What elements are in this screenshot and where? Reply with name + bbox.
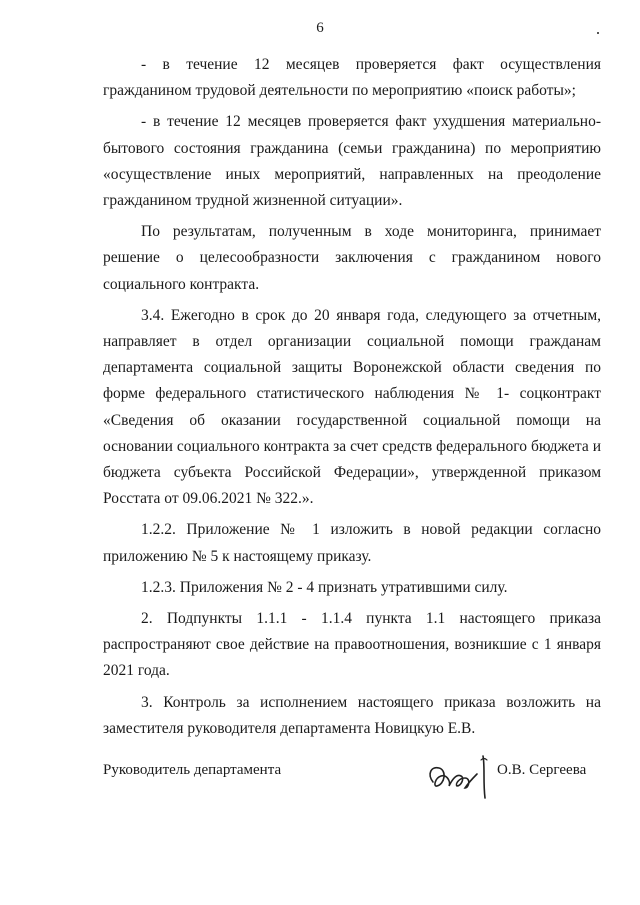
paragraph-1-2-3: 1.2.3. Приложения № 2 - 4 признать утратившими силу. [141,578,508,596]
document-body [103,52,601,742]
paragraph-3-control: 3. Контроль за исполнением настоящего приказа возложить на заместителя руководителя департамента Новицкую Е.В. [103,693,601,737]
paragraph-monitoring-living-conditions: - в течение 12 месяцев проверяется факт ухудшения материально-бытового состояния гражданина (семьи гражданина) по мероприятию «осуществление иных мероприятий, направленных на преодоление гражданином трудной жизненной ситуации». [103,113,601,210]
paragraph-monitoring-job: - в течение 12 месяцев проверяется факт осуществления гражданином трудовой деятельности по мероприятию «поиск работы»; [103,56,601,100]
signatory-title: Руководитель департамента [103,762,282,778]
page-number: 6 [316,20,324,36]
paragraph-monitoring-decision: По результатам, полученным в ходе мониторинга, принимает решение о целесообразности заключения с гражданином нового социального контракта. [103,223,601,293]
paragraph-2-effective-date: 2. Подпункты 1.1.1 - 1.1.4 пункта 1.1 настоящего приказа распространяют свое действие на правоотношения, возникшие с 1 января 2021 года. [103,610,601,680]
signatory-name: О.В. Сергеева [497,762,587,778]
paragraph-1-2-2: 1.2.2. Приложение № 1 изложить в новой редакции согласно приложению № 5 к настоящему приказу. [103,521,601,565]
signature-block [103,752,601,802]
scan-speck [597,32,599,34]
paragraph-3-4-annual-report: 3.4. Ежегодно в срок до 20 января года, следующего за отчетным, направляет в отдел организации социальной помощи гражданам департамента социальной защиты Воронежской области сведения по форме федерального статистического наблюдения № 1- соцконтракт «Сведения об оказании государственной социальной помощи на основании социального контракта за счет средств федерального бюджета и бюджета субъекта Российской Федерации», утвержденной приказом Росстата от 09.06.2021 № 322.». [103,306,601,508]
handwritten-signature [425,752,495,800]
